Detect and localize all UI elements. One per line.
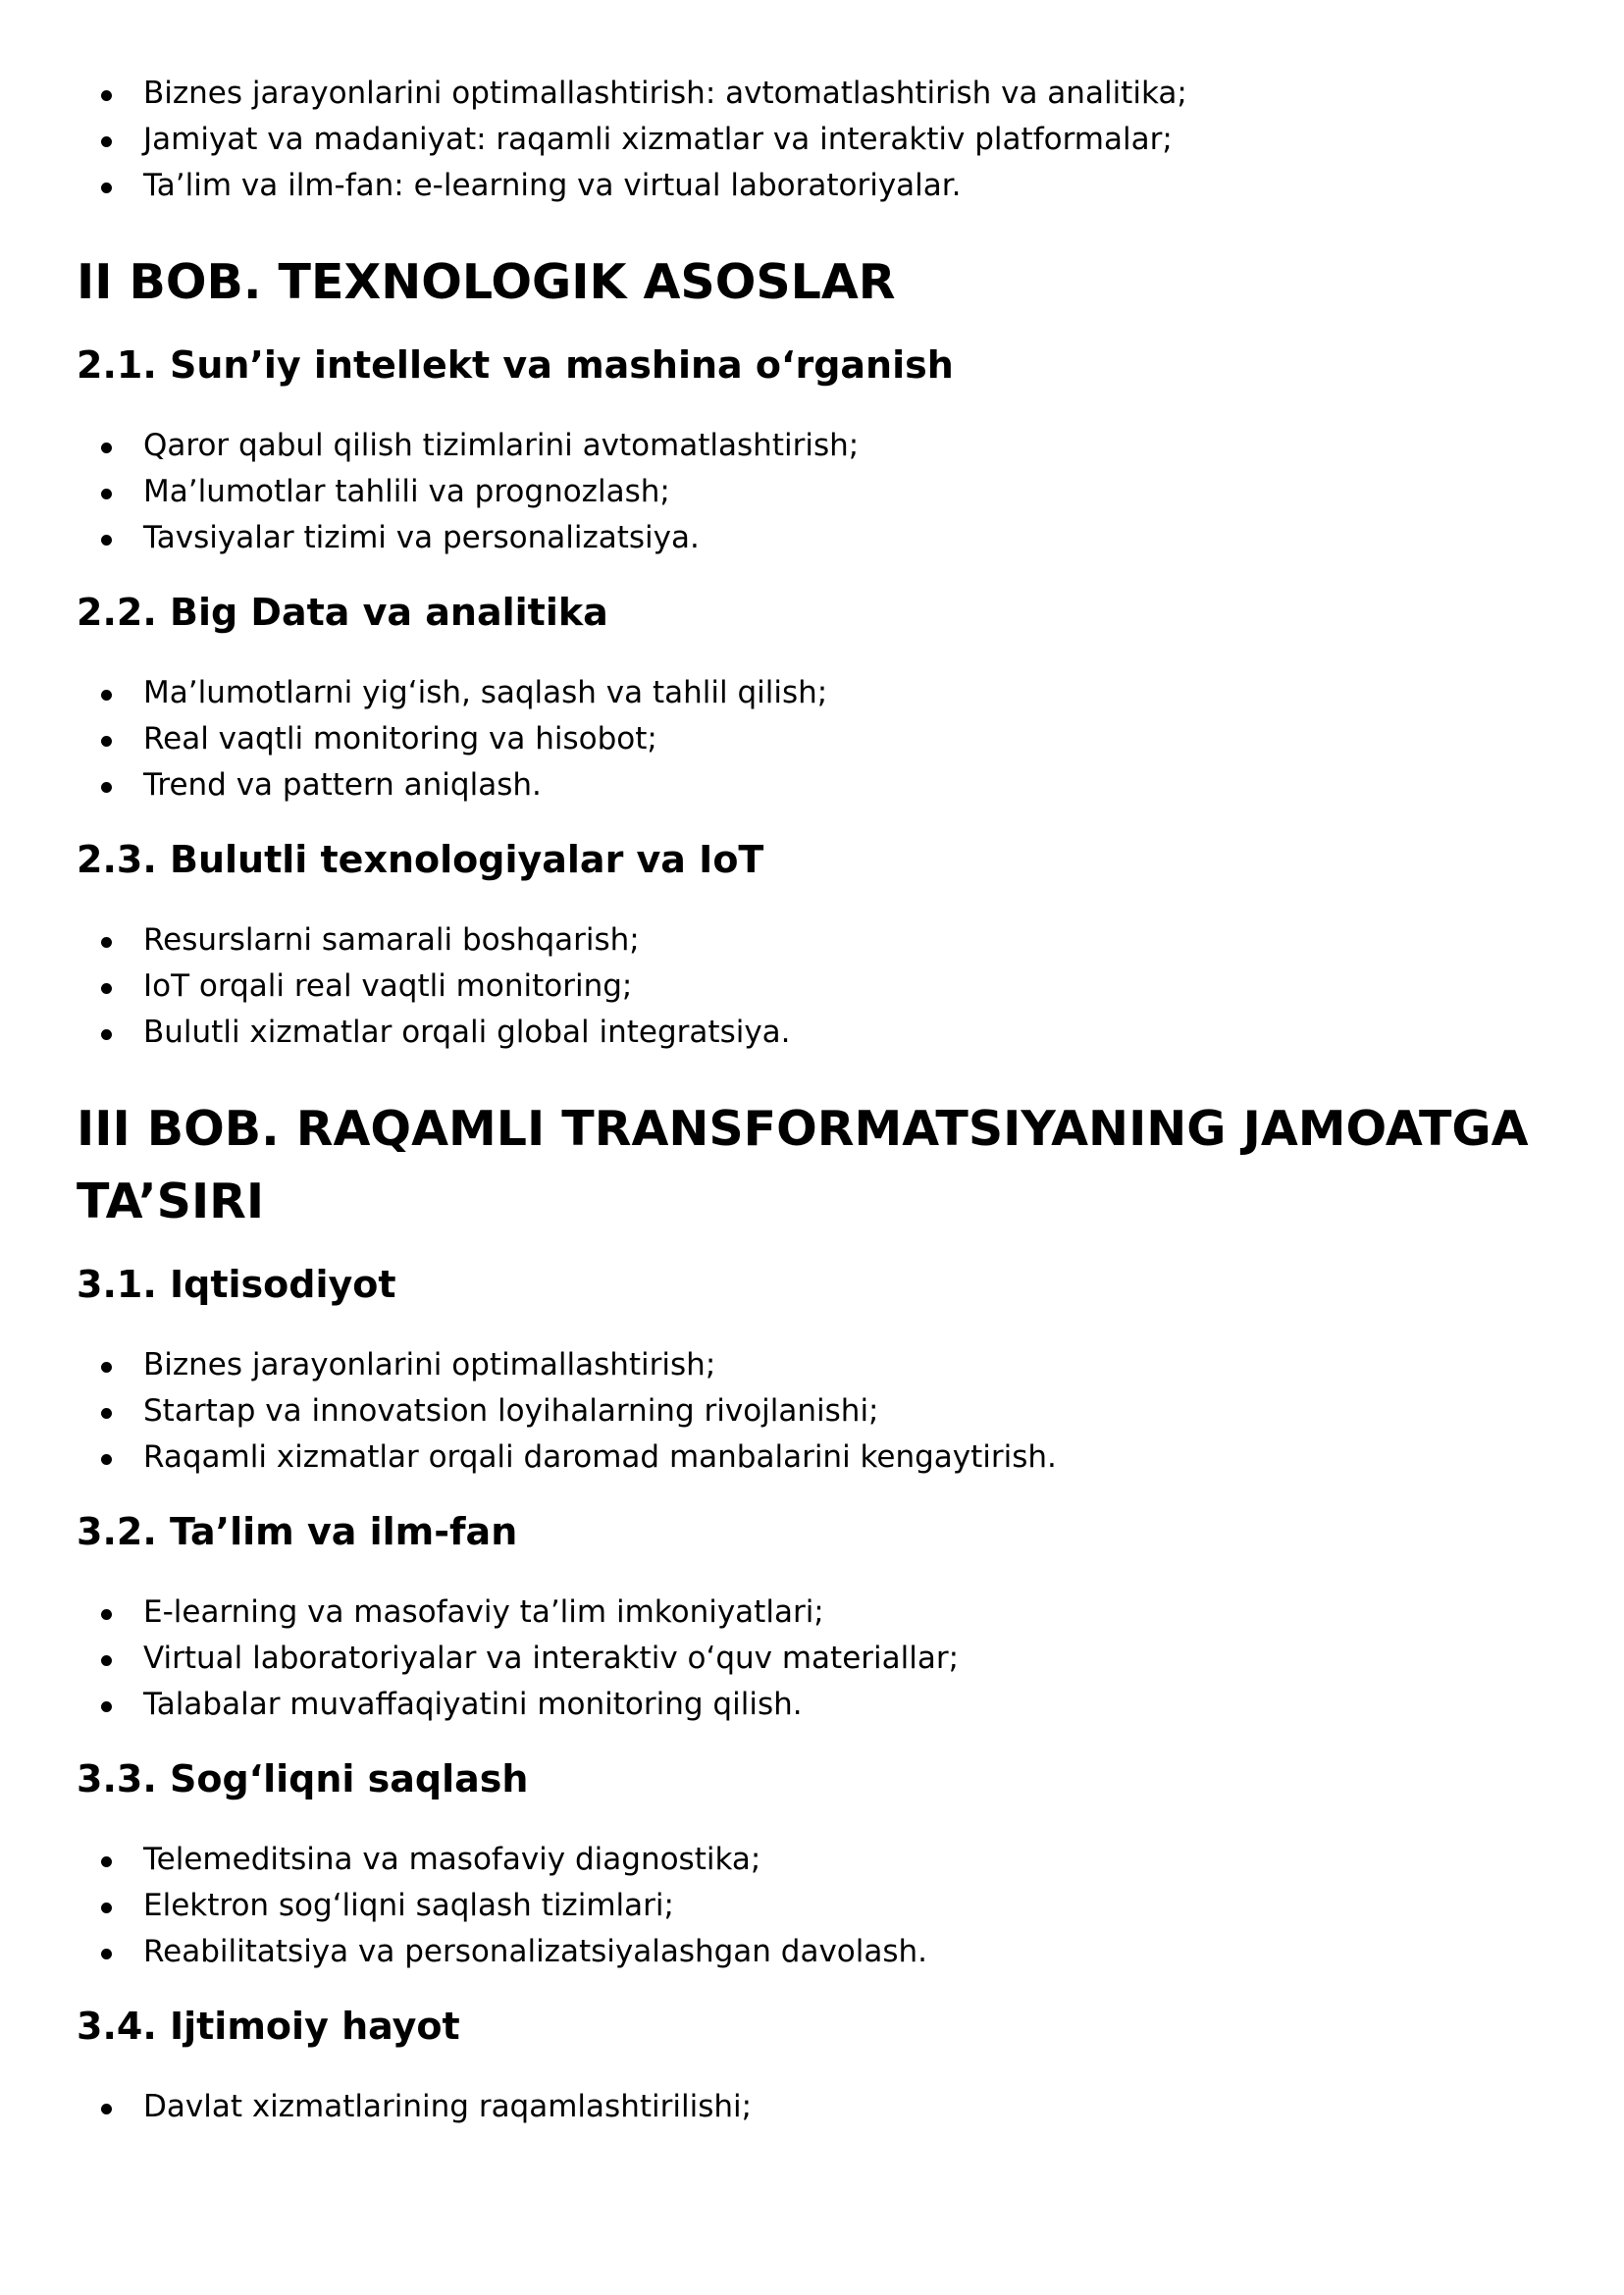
list-item: Elektron sog‘liqni saqlash tizimlari;	[101, 1883, 1548, 1929]
section-3-4-list	[77, 2084, 1548, 2130]
chapter-3-heading	[77, 1093, 1548, 1238]
list-item: Ma’lumotlarni yig‘ish, saqlash va tahlil qilish;	[101, 670, 1548, 716]
list-item: Biznes jarayonlarini optimallashtirish: avtomatlashtirish va analitika;	[101, 71, 1548, 117]
section-2-2-heading: 2.2. Big Data va analitika	[77, 591, 608, 634]
list-item: Resurslarni samarali boshqarish;	[101, 917, 1548, 964]
section-2-2-list	[77, 670, 1548, 808]
section-3-2-heading: 3.2. Ta’lim va ilm-fan	[77, 1510, 518, 1553]
list-item: Tavsiyalar tizimi va personalizatsiya.	[101, 515, 1548, 561]
section-3-2-list	[77, 1590, 1548, 1728]
list-item: Telemeditsina va masofaviy diagnostika;	[101, 1837, 1548, 1883]
section-3-4-heading: 3.4. Ijtimoiy hayot	[77, 2005, 460, 2048]
section-3-3-list	[77, 1837, 1548, 1975]
section-2-3-list	[77, 917, 1548, 1056]
list-item: Talabalar muvaffaqiyatini monitoring qilish.	[101, 1682, 1548, 1728]
list-item: Jamiyat va madaniyat: raqamli xizmatlar va interaktiv platformalar;	[101, 117, 1548, 163]
intro-bullet-list	[77, 71, 1548, 209]
list-item: Ta’lim va ilm-fan: e-learning va virtual laboratoriyalar.	[101, 163, 1548, 209]
list-item: Startap va innovatsion loyihalarning rivojlanishi;	[101, 1388, 1548, 1434]
chapter-3-heading-line-2: TA’SIRI	[77, 1174, 265, 1229]
list-item: Biznes jarayonlarini optimallashtirish;	[101, 1342, 1548, 1388]
list-item: Virtual laboratoriyalar va interaktiv o‘quv materiallar;	[101, 1636, 1548, 1682]
list-item: Davlat xizmatlarining raqamlashtirilishi;	[101, 2084, 1548, 2130]
section-2-1-heading: 2.1. Sun’iy intellekt va mashina o‘rganish	[77, 343, 954, 387]
list-item: Ma’lumotlar tahlili va prognozlash;	[101, 469, 1548, 515]
list-item: E-learning va masofaviy ta’lim imkoniyatlari;	[101, 1590, 1548, 1636]
list-item: Real vaqtli monitoring va hisobot;	[101, 716, 1548, 762]
list-item: IoT orqali real vaqtli monitoring;	[101, 964, 1548, 1010]
chapter-2-heading: II BOB. TEXNOLOGIK ASOSLAR	[77, 254, 896, 310]
list-item: Qaror qabul qilish tizimlarini avtomatlashtirish;	[101, 423, 1548, 469]
section-2-3-heading: 2.3. Bulutli texnologiyalar va IoT	[77, 838, 764, 881]
list-item: Raqamli xizmatlar orqali daromad manbalarini kengaytirish.	[101, 1434, 1548, 1481]
list-item: Reabilitatsiya va personalizatsiyalashgan davolash.	[101, 1929, 1548, 1975]
section-3-1-heading: 3.1. Iqtisodiyot	[77, 1263, 396, 1306]
section-3-3-heading: 3.3. Sog‘liqni saqlash	[77, 1757, 529, 1800]
chapter-3-heading-line-1: III BOB. RAQAMLI TRANSFORMATSIYANING JAMOATGA	[77, 1101, 1529, 1157]
document-page	[77, 71, 1548, 2130]
section-3-1-list	[77, 1342, 1548, 1481]
list-item: Trend va pattern aniqlash.	[101, 762, 1548, 808]
section-2-1-list	[77, 423, 1548, 561]
list-item: Bulutli xizmatlar orqali global integratsiya.	[101, 1010, 1548, 1056]
